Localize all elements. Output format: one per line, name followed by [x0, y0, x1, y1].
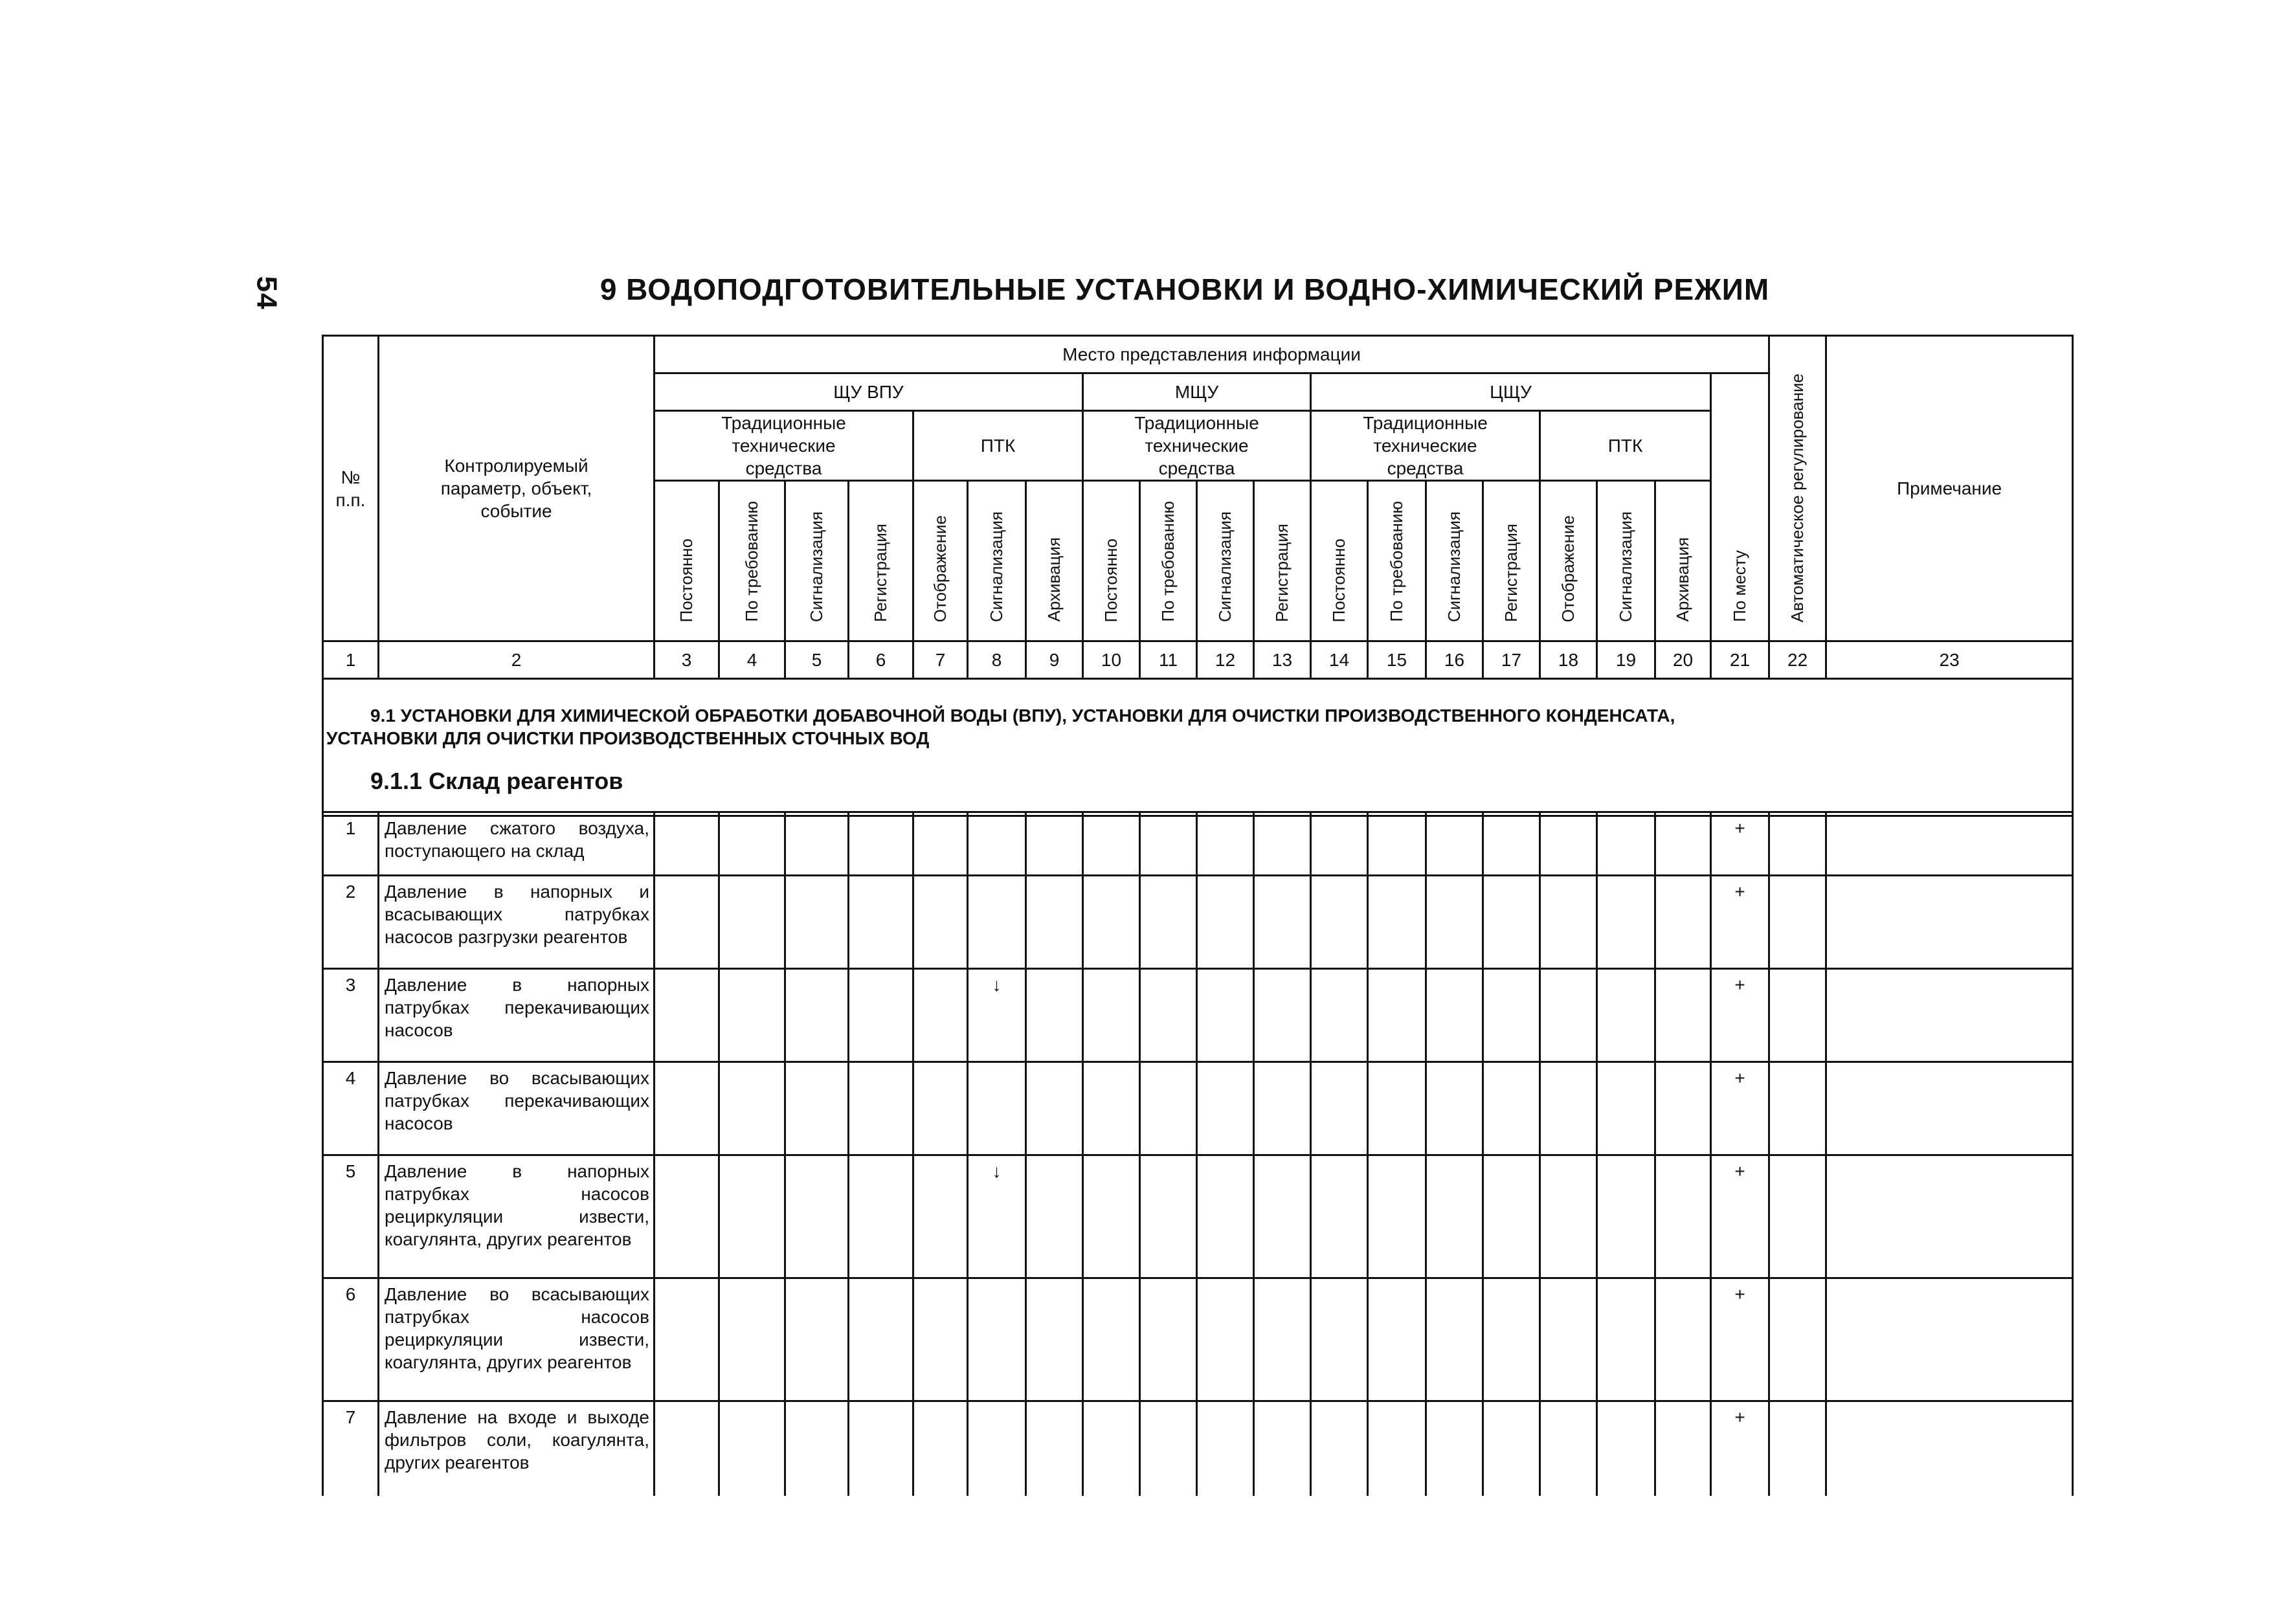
- parameters-table: [322, 335, 2074, 817]
- subsection-title: 9.1.1 Склад реагентов: [370, 768, 623, 794]
- row-cell: [1368, 812, 1426, 876]
- row-cell: [1083, 1062, 1140, 1155]
- row-cell: [1197, 1278, 1254, 1401]
- row-cell: [1368, 1401, 1426, 1496]
- row-cell: [1140, 876, 1197, 969]
- col-number: 6: [849, 641, 913, 679]
- row-cell: [1483, 1401, 1540, 1496]
- row-cell: [1826, 1401, 2073, 1496]
- row-cell: [1083, 1401, 1140, 1496]
- row-parameter: Давление во всасывающих патрубках перекачивающих насосов: [379, 1062, 655, 1155]
- row-cell: [1769, 812, 1826, 876]
- col-number: 22: [1769, 641, 1826, 679]
- row-cell: [655, 1062, 719, 1155]
- row-cell: [1597, 1155, 1655, 1278]
- row-cell: [1426, 876, 1483, 969]
- row-cell: [1655, 812, 1711, 876]
- row-cell: [785, 1278, 849, 1401]
- sub-postoyanno: Постоянно: [655, 481, 719, 641]
- row-cell: [1540, 812, 1597, 876]
- row-cell: [1140, 1155, 1197, 1278]
- row-cell: [1197, 1062, 1254, 1155]
- row-cell: [1483, 1062, 1540, 1155]
- row-cell: [1197, 1401, 1254, 1496]
- row-cell: [1826, 876, 2073, 969]
- sub-postoyanno: Постоянно: [1311, 481, 1368, 641]
- row-cell: [1540, 1401, 1597, 1496]
- row-cell: [1769, 1401, 1826, 1496]
- row-parameter: Давление в напорных патрубках насосов рециркуляции извести, коагулянта, других реагентов: [379, 1155, 655, 1278]
- row-cell: [849, 1401, 913, 1496]
- row-cell: [1540, 876, 1597, 969]
- row-cell: [1826, 1155, 2073, 1278]
- row-cell: [655, 1401, 719, 1496]
- row-mark-po-mestu: +: [1711, 1401, 1769, 1496]
- row-cell: [913, 1155, 968, 1278]
- row-cell: [655, 876, 719, 969]
- row-mark-ptk-signal: ↓: [968, 1155, 1026, 1278]
- row-mark-po-mestu: +: [1711, 876, 1769, 969]
- row-cell: [849, 812, 913, 876]
- row-cell: [1140, 1278, 1197, 1401]
- row-cell: [1426, 812, 1483, 876]
- row-number: 1: [323, 812, 379, 876]
- row-cell: [1597, 1401, 1655, 1496]
- row-cell: [1426, 1278, 1483, 1401]
- row-number: 6: [323, 1278, 379, 1401]
- table-row: [323, 876, 2073, 969]
- page-title: 9 ВОДОПОДГОТОВИТЕЛЬНЫЕ УСТАНОВКИ И ВОДНО-ХИМИЧЕСКИЙ РЕЖИМ: [599, 273, 1770, 306]
- row-cell: [1140, 1401, 1197, 1496]
- header-po-mestu: По месту: [1711, 373, 1769, 641]
- header-trad-1: Традиционные технические средства: [655, 411, 913, 481]
- row-mark-ptk-signal: [968, 812, 1026, 876]
- row-cell: [1426, 969, 1483, 1062]
- row-cell: [1026, 1062, 1083, 1155]
- sub-otobrazhenie: Отображение: [1540, 481, 1597, 641]
- col-number: 11: [1140, 641, 1197, 679]
- row-cell: [1026, 1155, 1083, 1278]
- row-cell: [655, 1155, 719, 1278]
- header-ptk-1: ПТК: [913, 411, 1083, 481]
- row-cell: [1426, 1401, 1483, 1496]
- row-cell: [1197, 812, 1254, 876]
- row-number: 4: [323, 1062, 379, 1155]
- row-mark-po-mestu: +: [1711, 969, 1769, 1062]
- row-cell: [1311, 1155, 1368, 1278]
- row-cell: [1769, 969, 1826, 1062]
- row-cell: [1026, 1278, 1083, 1401]
- row-mark-po-mestu: +: [1711, 1155, 1769, 1278]
- section-title-line2: УСТАНОВКИ ДЛЯ ОЧИСТКИ ПРОИЗВОДСТВЕННЫХ СТОЧНЫХ ВОД: [326, 728, 930, 748]
- row-cell: [1655, 1278, 1711, 1401]
- sub-signalizatsiya: Сигнализация: [1426, 481, 1483, 641]
- header-group-shchu-vpu: ЩУ ВПУ: [655, 373, 1083, 411]
- header-note: Примечание: [1826, 336, 2073, 641]
- row-cell: [655, 812, 719, 876]
- sub-registratsiya: Регистрация: [849, 481, 913, 641]
- row-cell: [1769, 1155, 1826, 1278]
- row-cell: [1083, 1155, 1140, 1278]
- section-title-line1: 9.1 УСТАНОВКИ ДЛЯ ХИМИЧЕСКОЙ ОБРАБОТКИ ДОБАВОЧНОЙ ВОДЫ (ВПУ), УСТАНОВКИ ДЛЯ ОЧИСТКИ ПРОИЗВОДСТВЕННОГО КОНДЕНСАТА,: [370, 706, 1675, 726]
- row-mark-ptk-signal: [968, 876, 1026, 969]
- header-num: № п.п.: [323, 336, 379, 641]
- row-cell: [1140, 1062, 1197, 1155]
- row-cell: [1083, 969, 1140, 1062]
- row-cell: [1540, 1278, 1597, 1401]
- row-cell: [913, 969, 968, 1062]
- table-row: [323, 1062, 2073, 1155]
- row-mark-ptk-signal: [968, 1401, 1026, 1496]
- row-cell: [1254, 1062, 1311, 1155]
- col-number: 15: [1368, 641, 1426, 679]
- row-parameter: Давление на входе и выходе фильтров соли, коагулянта, других реагентов: [379, 1401, 655, 1496]
- row-cell: [1597, 1062, 1655, 1155]
- row-cell: [1368, 1278, 1426, 1401]
- parameters-table-body: [322, 811, 2074, 1496]
- col-number: 14: [1311, 641, 1368, 679]
- row-cell: [1311, 812, 1368, 876]
- column-numbers-row: [323, 641, 2073, 679]
- row-cell: [849, 1062, 913, 1155]
- row-cell: [849, 1278, 913, 1401]
- row-cell: [1254, 1278, 1311, 1401]
- row-cell: [913, 1062, 968, 1155]
- row-cell: [719, 812, 785, 876]
- row-cell: [1254, 969, 1311, 1062]
- col-number: 3: [655, 641, 719, 679]
- row-cell: [655, 969, 719, 1062]
- table-row: [323, 969, 2073, 1062]
- row-cell: [1083, 812, 1140, 876]
- sub-otobrazhenie: Отображение: [913, 481, 968, 641]
- row-cell: [1311, 1401, 1368, 1496]
- row-cell: [1597, 812, 1655, 876]
- header-group-tsshchu: ЦЩУ: [1311, 373, 1711, 411]
- row-number: 7: [323, 1401, 379, 1496]
- row-cell: [1368, 969, 1426, 1062]
- row-cell: [1540, 1155, 1597, 1278]
- col-number: 13: [1254, 641, 1311, 679]
- row-cell: [1655, 876, 1711, 969]
- sub-postoyanno: Постоянно: [1083, 481, 1140, 641]
- sub-registratsiya: Регистрация: [1483, 481, 1540, 641]
- section-heading: [323, 679, 2073, 816]
- sub-po-trebovaniyu: По требованию: [1368, 481, 1426, 641]
- row-cell: [1655, 1401, 1711, 1496]
- col-number: 5: [785, 641, 849, 679]
- row-cell: [1483, 812, 1540, 876]
- row-mark-po-mestu: +: [1711, 1278, 1769, 1401]
- row-cell: [1597, 1278, 1655, 1401]
- row-number: 3: [323, 969, 379, 1062]
- row-cell: [1311, 969, 1368, 1062]
- row-cell: [719, 969, 785, 1062]
- header-auto-reg: Автоматическое регулирование: [1769, 336, 1826, 641]
- row-cell: [719, 1278, 785, 1401]
- row-cell: [1597, 876, 1655, 969]
- sub-signalizatsiya: Сигнализация: [1597, 481, 1655, 641]
- header-trad-3: Традиционные технические средства: [1311, 411, 1540, 481]
- row-cell: [785, 812, 849, 876]
- row-mark-ptk-signal: ↓: [968, 969, 1026, 1062]
- sub-po-trebovaniyu: По требованию: [719, 481, 785, 641]
- row-cell: [785, 1401, 849, 1496]
- row-cell: [1368, 1155, 1426, 1278]
- row-cell: [1483, 1155, 1540, 1278]
- header-place: Место представления информации: [655, 336, 1769, 373]
- row-cell: [1769, 1062, 1826, 1155]
- col-number: 2: [379, 641, 655, 679]
- row-cell: [849, 876, 913, 969]
- col-number: 10: [1083, 641, 1140, 679]
- sub-signalizatsiya: Сигнализация: [1197, 481, 1254, 641]
- header-group-mshchu: МЩУ: [1083, 373, 1311, 411]
- row-cell: [913, 1401, 968, 1496]
- table-row: [323, 1401, 2073, 1496]
- row-cell: [1655, 969, 1711, 1062]
- row-parameter: Давление во всасывающих патрубках насосов рециркуляции извести, коагулянта, других реагентов: [379, 1278, 655, 1401]
- row-cell: [719, 1401, 785, 1496]
- row-cell: [1769, 876, 1826, 969]
- row-cell: [719, 1155, 785, 1278]
- row-cell: [785, 969, 849, 1062]
- row-cell: [1311, 1278, 1368, 1401]
- header-ptk-2: ПТК: [1540, 411, 1711, 481]
- table-row: [323, 1155, 2073, 1278]
- row-cell: [1254, 1401, 1311, 1496]
- row-cell: [1597, 969, 1655, 1062]
- header-param: Контролируемый параметр, объект, событие: [379, 336, 655, 641]
- row-mark-ptk-signal: [968, 1278, 1026, 1401]
- col-number: 8: [968, 641, 1026, 679]
- row-cell: [1540, 969, 1597, 1062]
- row-cell: [1026, 876, 1083, 969]
- row-cell: [1197, 1155, 1254, 1278]
- col-number: 12: [1197, 641, 1254, 679]
- row-cell: [1026, 812, 1083, 876]
- row-cell: [1368, 876, 1426, 969]
- row-cell: [1426, 1155, 1483, 1278]
- row-cell: [1826, 969, 2073, 1062]
- row-cell: [849, 1155, 913, 1278]
- col-number: 1: [323, 641, 379, 679]
- col-number: 23: [1826, 641, 2073, 679]
- row-cell: [913, 812, 968, 876]
- col-number: 16: [1426, 641, 1483, 679]
- row-mark-po-mestu: +: [1711, 812, 1769, 876]
- row-cell: [719, 876, 785, 969]
- row-parameter: Давление сжатого воздуха, поступающего на склад: [379, 812, 655, 876]
- row-cell: [1140, 969, 1197, 1062]
- page-number: 54: [251, 276, 283, 311]
- row-cell: [1311, 1062, 1368, 1155]
- row-cell: [785, 1155, 849, 1278]
- sub-arkhivatsiya: Архивация: [1026, 481, 1083, 641]
- row-cell: [785, 1062, 849, 1155]
- col-number: 4: [719, 641, 785, 679]
- row-cell: [1826, 1278, 2073, 1401]
- row-cell: [1026, 1401, 1083, 1496]
- row-cell: [1254, 1155, 1311, 1278]
- sub-arkhivatsiya: Архивация: [1655, 481, 1711, 641]
- row-cell: [719, 1062, 785, 1155]
- row-cell: [1826, 812, 2073, 876]
- row-cell: [1483, 876, 1540, 969]
- table-row: [323, 1278, 2073, 1401]
- row-cell: [1197, 876, 1254, 969]
- row-cell: [1311, 876, 1368, 969]
- row-cell: [1083, 876, 1140, 969]
- row-cell: [1083, 1278, 1140, 1401]
- col-number: 17: [1483, 641, 1540, 679]
- row-cell: [1026, 969, 1083, 1062]
- col-number: 18: [1540, 641, 1597, 679]
- row-cell: [655, 1278, 719, 1401]
- col-number: 20: [1655, 641, 1711, 679]
- row-cell: [1368, 1062, 1426, 1155]
- row-number: 2: [323, 876, 379, 969]
- row-cell: [849, 969, 913, 1062]
- row-number: 5: [323, 1155, 379, 1278]
- row-mark-po-mestu: +: [1711, 1062, 1769, 1155]
- row-cell: [913, 1278, 968, 1401]
- row-cell: [1140, 812, 1197, 876]
- col-number: 19: [1597, 641, 1655, 679]
- row-cell: [913, 876, 968, 969]
- sub-po-trebovaniyu: По требованию: [1140, 481, 1197, 641]
- row-cell: [1769, 1278, 1826, 1401]
- col-number: 9: [1026, 641, 1083, 679]
- sub-signalizatsiya: Сигнализация: [785, 481, 849, 641]
- row-cell: [785, 876, 849, 969]
- col-number: 21: [1711, 641, 1769, 679]
- row-cell: [1826, 1062, 2073, 1155]
- sub-signalizatsiya: Сигнализация: [968, 481, 1026, 641]
- row-cell: [1540, 1062, 1597, 1155]
- row-cell: [1655, 1155, 1711, 1278]
- row-parameter: Давление в напорных и всасывающих патрубках насосов разгрузки реагентов: [379, 876, 655, 969]
- row-cell: [1483, 1278, 1540, 1401]
- row-cell: [1426, 1062, 1483, 1155]
- row-cell: [1483, 969, 1540, 1062]
- row-cell: [1254, 812, 1311, 876]
- row-cell: [1254, 876, 1311, 969]
- row-parameter: Давление в напорных патрубках перекачивающих насосов: [379, 969, 655, 1062]
- col-number: 7: [913, 641, 968, 679]
- row-cell: [1197, 969, 1254, 1062]
- sub-registratsiya: Регистрация: [1254, 481, 1311, 641]
- table-row: [323, 812, 2073, 876]
- row-mark-ptk-signal: [968, 1062, 1026, 1155]
- row-cell: [1655, 1062, 1711, 1155]
- header-trad-2: Традиционные технические средства: [1083, 411, 1311, 481]
